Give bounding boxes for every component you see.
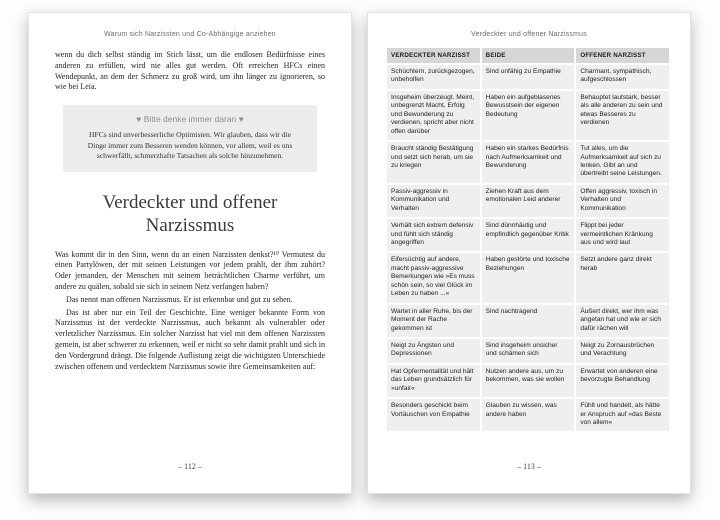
comparison-table-body — [387, 65, 669, 431]
table-row — [387, 365, 669, 397]
table-row — [387, 219, 669, 251]
table-cell-covert: Eifersüchtig auf andere, macht passiv-aggressive Bemerkungen wie »Es muss schön sein, so viel Glück im Leben zu haben ...« — [387, 253, 480, 302]
table-cell-overt: Offen aggressiv, toxisch in Verhalten und Kommunikation — [576, 185, 669, 217]
table-cell-overt: Neigt zu Zornausbrüchen und Verachtung — [576, 339, 669, 363]
table-cell-covert: Insgeheim überzeugt. Meint, unbegrenzt Macht, Erfolg und Bewunderung zu verdienen, spricht aber nicht offen darüber — [387, 91, 480, 140]
table-cell-overt: Behauptet lautstark, besser als alle anderen zu sein und etwas Besseres zu verdienen — [576, 91, 669, 140]
table-row — [387, 91, 669, 140]
right-page — [367, 12, 691, 494]
paragraph: Das nennt man offenen Narzissmus. Er ist erkennbar und gut zu sehen. — [66, 294, 293, 304]
section-heading: Verdeckter und offener Narzissmus — [102, 192, 278, 236]
table-cell-both: Glauben zu wissen, was andere haben — [482, 399, 575, 431]
narcissism-comparison-table — [385, 46, 671, 433]
right-running-head: Verdeckter und offener Narzissmus — [471, 31, 587, 38]
column-header-covert: VERDECKTER NARZISST — [387, 48, 480, 63]
table-row — [387, 142, 669, 183]
left-page-number: – 112 – — [178, 462, 202, 471]
right-page-number: – 113 – — [517, 462, 541, 471]
table-row — [387, 185, 669, 217]
reminder-box-body: HFCs sind unverbesserliche Optimisten. Wir glauben, dass wir die Dinge immer zum Besseren wenden können, vor allem, weil es uns schwerfällt, schmerzhafte Tatsachen als solche hinzunehmen. — [87, 130, 293, 161]
table-cell-overt: Tut alles, um die Aufmerksamkeit auf sich zu lenken. Gibt an und übertreibt seine Leistungen. — [576, 142, 669, 183]
table-cell-overt: Erwartet von anderen eine bevorzugte Behandlung — [576, 365, 669, 397]
paragraph: Das ist aber nur ein Teil der Geschichte. Eine weniger bekannte Form von Narzissmus ist der verdeckte Narzissmus, auch bekannt als vulnerabler oder verletzlicher Narzissmus. Ein solcher Narzisst hat viel mit dem offenen Narzissten gemein, ist aber schwerer zu erkennen, weil er nicht so sehr damit prahlt und sich in den Vordergrund drängt. Die folgende Auflistung zeigt die wichtigsten Unterschiede zwischen offenem und verdecktem Narzissmus sowie ihre Gemeinsamkeiten auf: — [55, 307, 325, 371]
left-page — [28, 12, 352, 494]
table-cell-both: Sind dünnhäutig und empfindlich gegenüber Kritik — [482, 219, 575, 251]
table-cell-covert: Besonders geschickt beim Vortäuschen von Empathie — [387, 399, 480, 431]
table-cell-overt: Charmant, sympathisch, aufgeschlossen — [576, 65, 669, 89]
table-cell-covert: Neigt zu Ängsten und Depressionen — [387, 339, 480, 363]
table-cell-both: Haben ein starkes Bedürfnis nach Aufmerksamkeit und Bewunderung — [482, 142, 575, 183]
table-cell-both: Sind unfähig zu Empathie — [482, 65, 575, 89]
book-shadow — [20, 496, 700, 508]
table-row — [387, 65, 669, 89]
table-row — [387, 253, 669, 302]
column-header-both: BEIDE — [482, 48, 575, 63]
table-cell-covert: Verhält sich extrem defensiv und fühlt sich ständig angegriffen — [387, 219, 480, 251]
table-row — [387, 339, 669, 363]
table-cell-both: Sind nachtragend — [482, 305, 575, 337]
paragraph: Was kommt dir in den Sinn, wenn du an einen Narzissten denkst?¹⁰ Vermutest du einen Partylöwen, der mit seinen Leistungen vor jedem prahlt, der ihm zuhört? Oder jemanden, der Menschen mit seinem beträchtlichen Charme verführt, um andere zu quälen, sobald sie sich in seinem Netz verfangen haben? — [55, 249, 325, 292]
paragraph: wenn du dich selbst ständig im Stich lässt, um die endlosen Bedürfnisse eines anderen zu erfüllen, wird nie alles gut werden. Oft erreichen HFCs einen Wendepunkt, an dem der Schmerz zu groß wird, um ihn länger zu ignorieren, so wie bei Leia. — [55, 50, 325, 92]
table-cell-covert: Schüchtern, zurückgezogen, unbeholfen — [387, 65, 480, 89]
table-cell-both: Nutzen andere aus, um zu bekommen, was sie wollen — [482, 365, 575, 397]
left-page-content — [29, 38, 351, 372]
table-cell-overt: Fühlt und handelt, als hätte er Anspruch auf »das Beste von allem« — [576, 399, 669, 431]
left-running-head: Warum sich Narzissten und Co-Abhängige anziehen — [104, 31, 276, 38]
table-cell-both: Haben ein aufgeblasenes Bewusstsein der eigenen Bedeutung — [482, 91, 575, 140]
table-row — [387, 399, 669, 431]
table-cell-overt: Setzt andere ganz direkt herab — [576, 253, 669, 302]
table-cell-both: Haben gestörte und toxische Beziehungen — [482, 253, 575, 302]
table-cell-overt: Äußert direkt, wer ihm was angetan hat und wie er sich dafür rächen will — [576, 305, 669, 337]
table-cell-covert: Hat Opfermentalität und hält das Leben grundsätzlich für »unfair« — [387, 365, 480, 397]
table-cell-both: Sind insgeheim unsicher und schämen sich — [482, 339, 575, 363]
table-cell-both: Ziehen Kraft aus dem emotionalen Leid anderer — [482, 185, 575, 217]
column-header-overt: OFFENER NARZISST — [576, 48, 669, 63]
table-cell-overt: Flippt bei jeder vermeintlichen Kränkung aus und wird laut — [576, 219, 669, 251]
reminder-box — [63, 105, 317, 172]
table-header-row — [387, 48, 669, 63]
table-cell-covert: Braucht ständig Bestätigung und setzt sich herab, um sie zu kriegen — [387, 142, 480, 183]
reminder-box-title: ♥ Bitte denke immer daran ♥ — [136, 114, 244, 125]
table-row — [387, 305, 669, 337]
table-cell-covert: Passiv-aggressiv in Kommunikation und Verhalten — [387, 185, 480, 217]
table-cell-covert: Wartet in aller Ruhe, bis der Moment der Rache gekommen ist — [387, 305, 480, 337]
